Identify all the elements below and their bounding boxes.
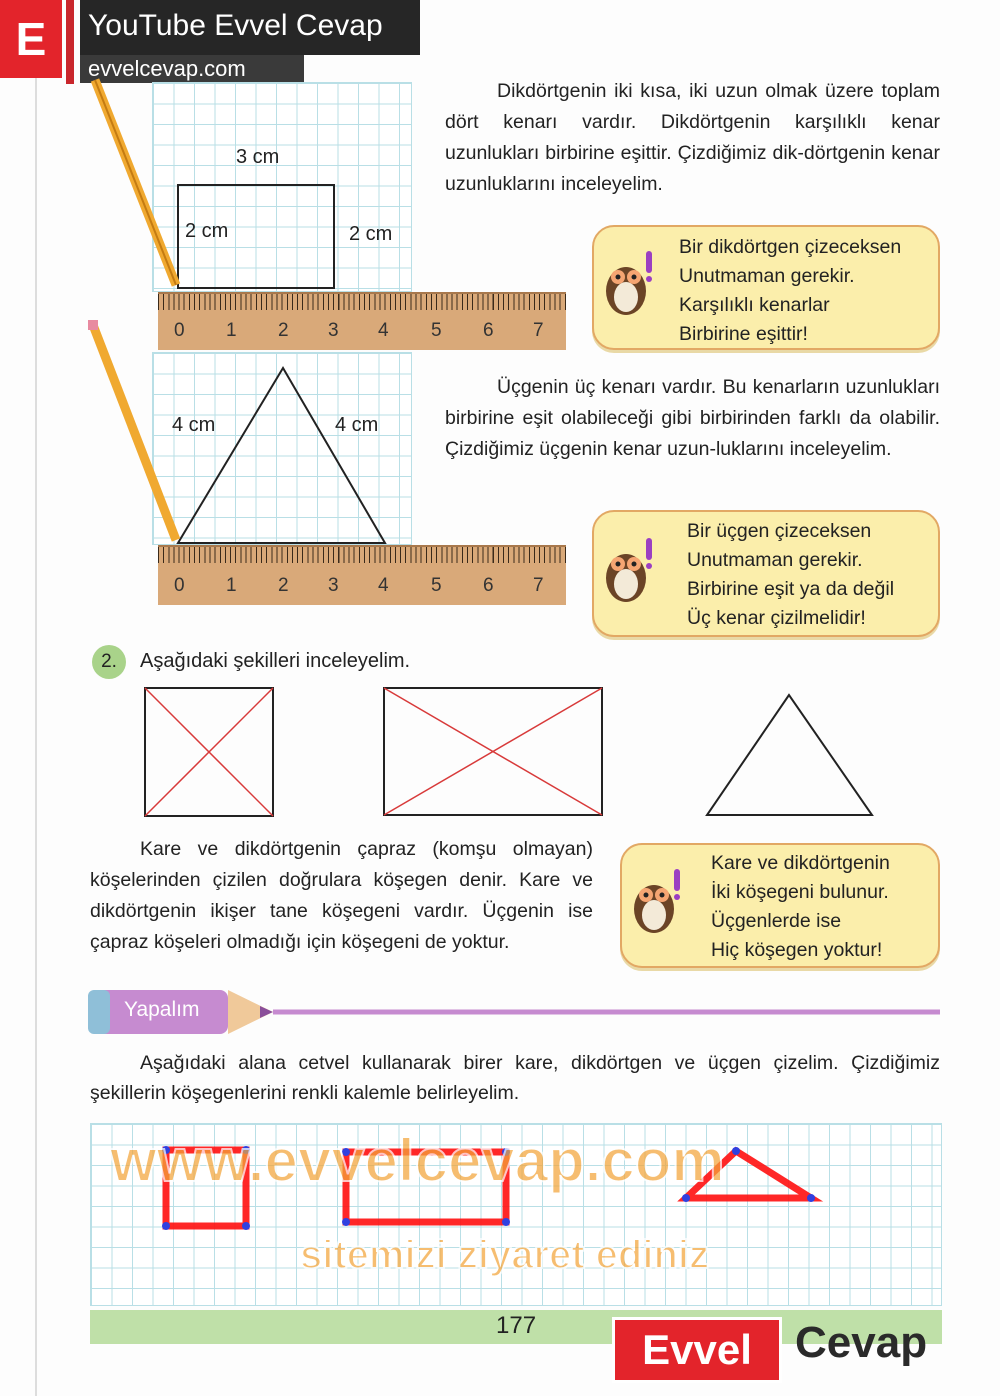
ruler-number: 7: [533, 575, 544, 596]
ruler: [158, 545, 566, 605]
brand-dark: Cevap: [795, 1318, 928, 1367]
ruler-number: 5: [431, 320, 442, 341]
ruler-number: 4: [378, 320, 389, 341]
page-number: 177: [496, 1312, 537, 1339]
owl-icon: [598, 249, 658, 319]
owl-note-triangle: [592, 510, 940, 637]
rect-right-label: 2 cm: [349, 223, 393, 245]
ruler-number: 2: [278, 320, 289, 341]
rect-top-label: 3 cm: [236, 146, 280, 168]
owl-icon: [626, 867, 686, 937]
ruler-number: 5: [431, 575, 442, 596]
triangle-paragraph: Üçgenin üç kenarı vardır. Bu kenarların uzunlukları birbirine eşit olabileceği gibi birbirinden farklı da olabilir. Çizdiğimiz üçgenin kenar uzun-luklarını inceleyelim.: [445, 376, 940, 460]
note-line: Unutmaman gerekir.: [687, 549, 863, 571]
rectangle-paragraph: Dikdörtgenin iki kısa, iki uzun olmak üzere toplam dört kenarı vardır. Dikdörtgenin karşılıklı kenar uzunlukları birbirine eşittir. Çizdiğimiz dik-dörtgenin kenar uzunluklarını inceleyelim.: [445, 80, 940, 195]
diagonal-paragraph: Kare ve dikdörtgenin çapraz (komşu olmayan) köşelerinden çizilen doğrulara köşegen denir. Kare ve dikdörtgenin ikişer tane köşegeni vardır. Üçgenin ise çapraz köşeleri olmadığı için köşegeni de yoktur.: [90, 838, 593, 953]
ruler-number: 3: [328, 320, 339, 341]
note-line: Üç kenar çizilmelidir!: [687, 607, 866, 629]
ruler-number: 0: [174, 575, 185, 596]
rect-left-label: 2 cm: [185, 220, 229, 242]
ruler-number: 4: [378, 575, 389, 596]
triangle-no-diagonal: [707, 695, 872, 815]
note-line: Birbirine eşittir!: [679, 323, 808, 345]
ruler-number: 1: [226, 575, 237, 596]
note-line: İki köşegeni bulunur.: [711, 881, 889, 903]
ruler-number: 1: [226, 320, 237, 341]
pencil-icon: [95, 80, 176, 285]
pencil-icon: [88, 320, 176, 540]
site-url: evvelcevap.com: [80, 55, 304, 83]
ruler-number: 2: [278, 575, 289, 596]
note-line: Birbirine eşit ya da değil: [687, 578, 895, 600]
watermark-url: www.evvelcevap.com: [110, 1127, 725, 1194]
ruler-number: 7: [533, 320, 544, 341]
note-line: Hiç köşegen yoktur!: [711, 939, 883, 961]
note-line: Karşılıklı kenarlar: [679, 294, 830, 316]
note-line: Bir dikdörtgen çizeceksen: [679, 236, 902, 258]
activity-pencil-banner: [88, 988, 948, 1038]
tri-right-label: 4 cm: [335, 414, 379, 436]
brand-red: Evvel: [612, 1317, 782, 1383]
ruler-number: 6: [483, 320, 494, 341]
ruler: [158, 292, 566, 350]
ruler-number: 6: [483, 575, 494, 596]
section-title: Aşağıdaki şekilleri inceleyelim.: [140, 650, 411, 672]
channel-title: YouTube Evvel Cevap: [80, 0, 420, 55]
owl-note-diagonal: [620, 843, 940, 968]
square-with-diagonals: [145, 688, 273, 816]
tri-left-label: 4 cm: [172, 414, 216, 436]
note-line: Unutmaman gerekir.: [679, 265, 855, 287]
note-line: Üçgenlerde ise: [711, 910, 842, 932]
channel-logo: E: [0, 0, 62, 78]
task-paragraph: Aşağıdaki alana cetvel kullanarak birer kare, dikdörtgen ve üçgen çizelim. Çizdiğimiz şekillerin köşegenlerini renkli kalemle belirleyelim.: [90, 1052, 940, 1104]
activity-label: Yapalım: [124, 998, 200, 1021]
section-number: 2.: [92, 645, 126, 679]
triangle-shape: [178, 368, 385, 543]
rectangle-with-diagonals: [384, 688, 602, 815]
note-line: Kare ve dikdörtgenin: [711, 852, 890, 874]
owl-note-rectangle: [592, 225, 940, 350]
watermark-visit: sitemizi ziyaret ediniz: [300, 1233, 710, 1277]
diagonal-shapes: [0, 680, 1000, 825]
owl-icon: [598, 536, 658, 606]
note-line: Bir üçgen çizeceksen: [687, 520, 872, 542]
ruler-number: 3: [328, 575, 339, 596]
ruler-number: 0: [174, 320, 185, 341]
